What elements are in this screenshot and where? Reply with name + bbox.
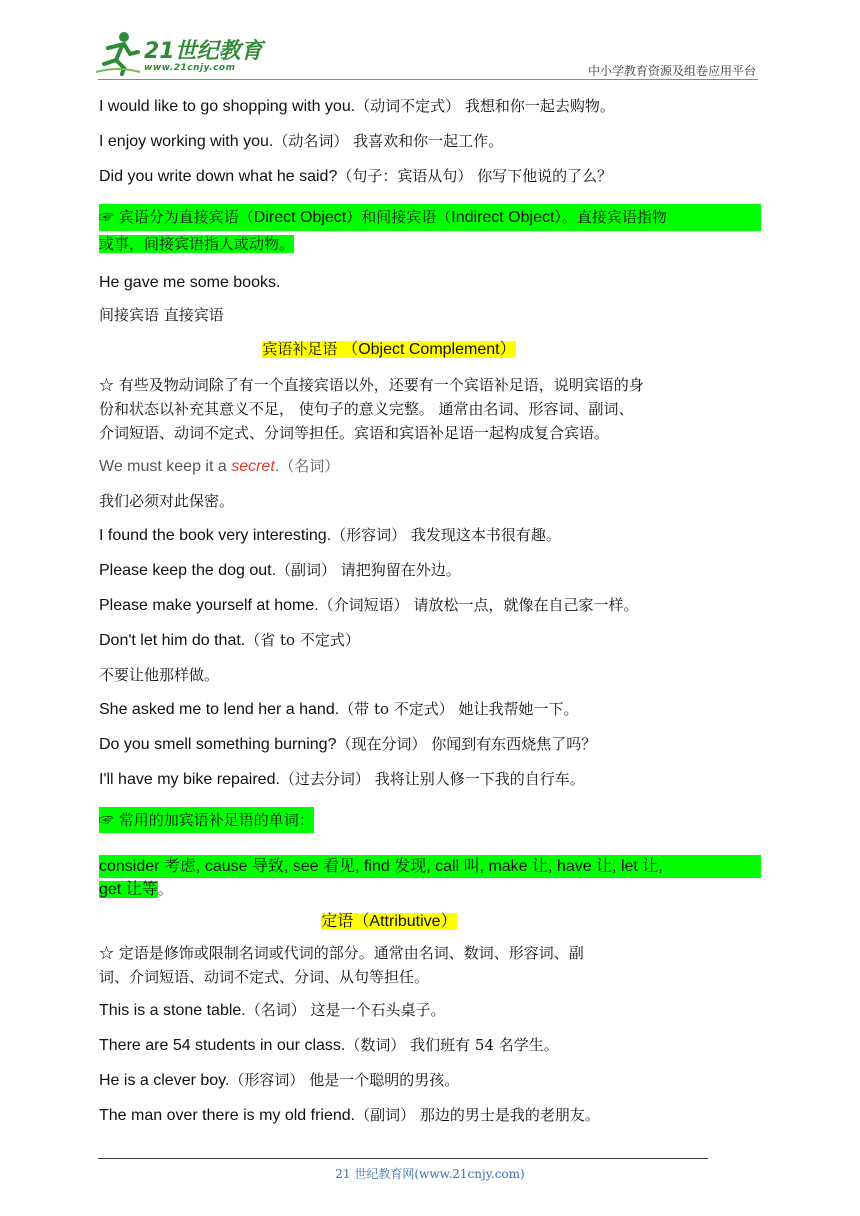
logo-text: 21世纪教育 bbox=[144, 39, 263, 64]
example-sentence: Do you smell something burning?（现在分词） 你闻到有东西烧焦了吗？ bbox=[99, 735, 597, 753]
example-sentence: Please keep the dog out.（副词） 请把狗留在外边。 bbox=[99, 561, 461, 579]
example-sentence: I would like to go shopping with you.（动词不定式） 我想和你一起去购物。 bbox=[99, 97, 615, 115]
example-sentence: This is a stone table.（名词） 这是一个石头桌子。 bbox=[99, 1001, 446, 1019]
section-heading-attributive: 定语（Attributive） bbox=[321, 913, 457, 930]
footer-text: 21 世纪教育网(www.21cnjy.com) bbox=[335, 1167, 525, 1181]
example-sentence: She asked me to lend her a hand.（带 to 不定式） 她让我帮她一下。 bbox=[99, 700, 579, 718]
example-sentence: The man over there is my old friend.（副词） 那边的男士是我的老朋友。 bbox=[99, 1106, 600, 1124]
section-heading-object-complement: 宾语补足语 （Object Complement） bbox=[262, 340, 516, 358]
example-sentence: Don't let him do that.（省 to 不定式） bbox=[99, 631, 360, 649]
example-translation: 我们必须对此保密。 bbox=[99, 492, 235, 510]
object-complement-description: ☆ 有些及物动词除了有一个直接宾语以外，还要有一个宾语补足语，说明宾语的身 份和状态以补充其意义不足， 使句子的意义完整。 通常由名词、形容词、副词、 介词短语、动词不定式、分词等担任。宾语和宾语补足语一起构成复合宾语。 bbox=[99, 376, 644, 442]
example-translation: 不要让他那样做。 bbox=[99, 666, 220, 684]
example-sentence: Please make yourself at home.（介词短语） 请放松一点，就像在自己家一样。 bbox=[99, 596, 639, 614]
note-common-verbs-heading: ☞ 常用的加宾语补足语的单词： bbox=[99, 807, 763, 833]
header-platform-name: 中小学教育资源及组卷应用平台 bbox=[587, 64, 756, 78]
logo-url: www.21cnjy.com bbox=[144, 63, 236, 73]
example-sentence: I'll have my bike repaired.（过去分词） 我将让别人修一下我的自行车。 bbox=[99, 770, 585, 788]
page-header bbox=[0, 0, 860, 80]
object-labels: 间接宾语 直接宾语 bbox=[99, 306, 224, 324]
header-divider bbox=[98, 79, 758, 80]
document-body bbox=[99, 95, 763, 1139]
example-sentence: He gave me some books. bbox=[99, 274, 281, 291]
attributive-description: ☆ 定语是修饰或限制名词或代词的部分。通常由名词、数词、形容词、副 词、介词短语、动词不定式、分词、从句等担任。 bbox=[99, 944, 584, 986]
example-sentence: He is a clever boy.（形容词） 他是一个聪明的男孩。 bbox=[99, 1071, 460, 1089]
runner-logo-icon bbox=[94, 30, 142, 76]
note-common-verbs-list: consider 考虑, cause 导致, see 看见, find 发现, call 叫, make 让, have 让, let 让, get 让等。 bbox=[99, 855, 763, 901]
example-sentence: I found the book very interesting.（形容词） 我发现这本书很有趣。 bbox=[99, 526, 561, 544]
example-sentence: Did you write down what he said?（句子：宾语从句） 你写下他说的了么？ bbox=[99, 167, 613, 185]
example-sentence: I enjoy working with you.（动名词） 我喜欢和你一起工作。 bbox=[99, 132, 504, 150]
site-logo bbox=[94, 30, 264, 80]
example-sentence: There are 54 students in our class.（数词） 我们班有 54 名学生。 bbox=[99, 1036, 559, 1054]
footer-divider bbox=[98, 1158, 708, 1159]
note-object-types: ☞ 宾语分为直接宾语（Direct Object）和间接宾语（Indirect Object）。直接宾语指物 或事，间接宾语指人或动物。 bbox=[99, 204, 763, 258]
example-sentence: We must keep it a secret.（名词） bbox=[99, 457, 340, 475]
